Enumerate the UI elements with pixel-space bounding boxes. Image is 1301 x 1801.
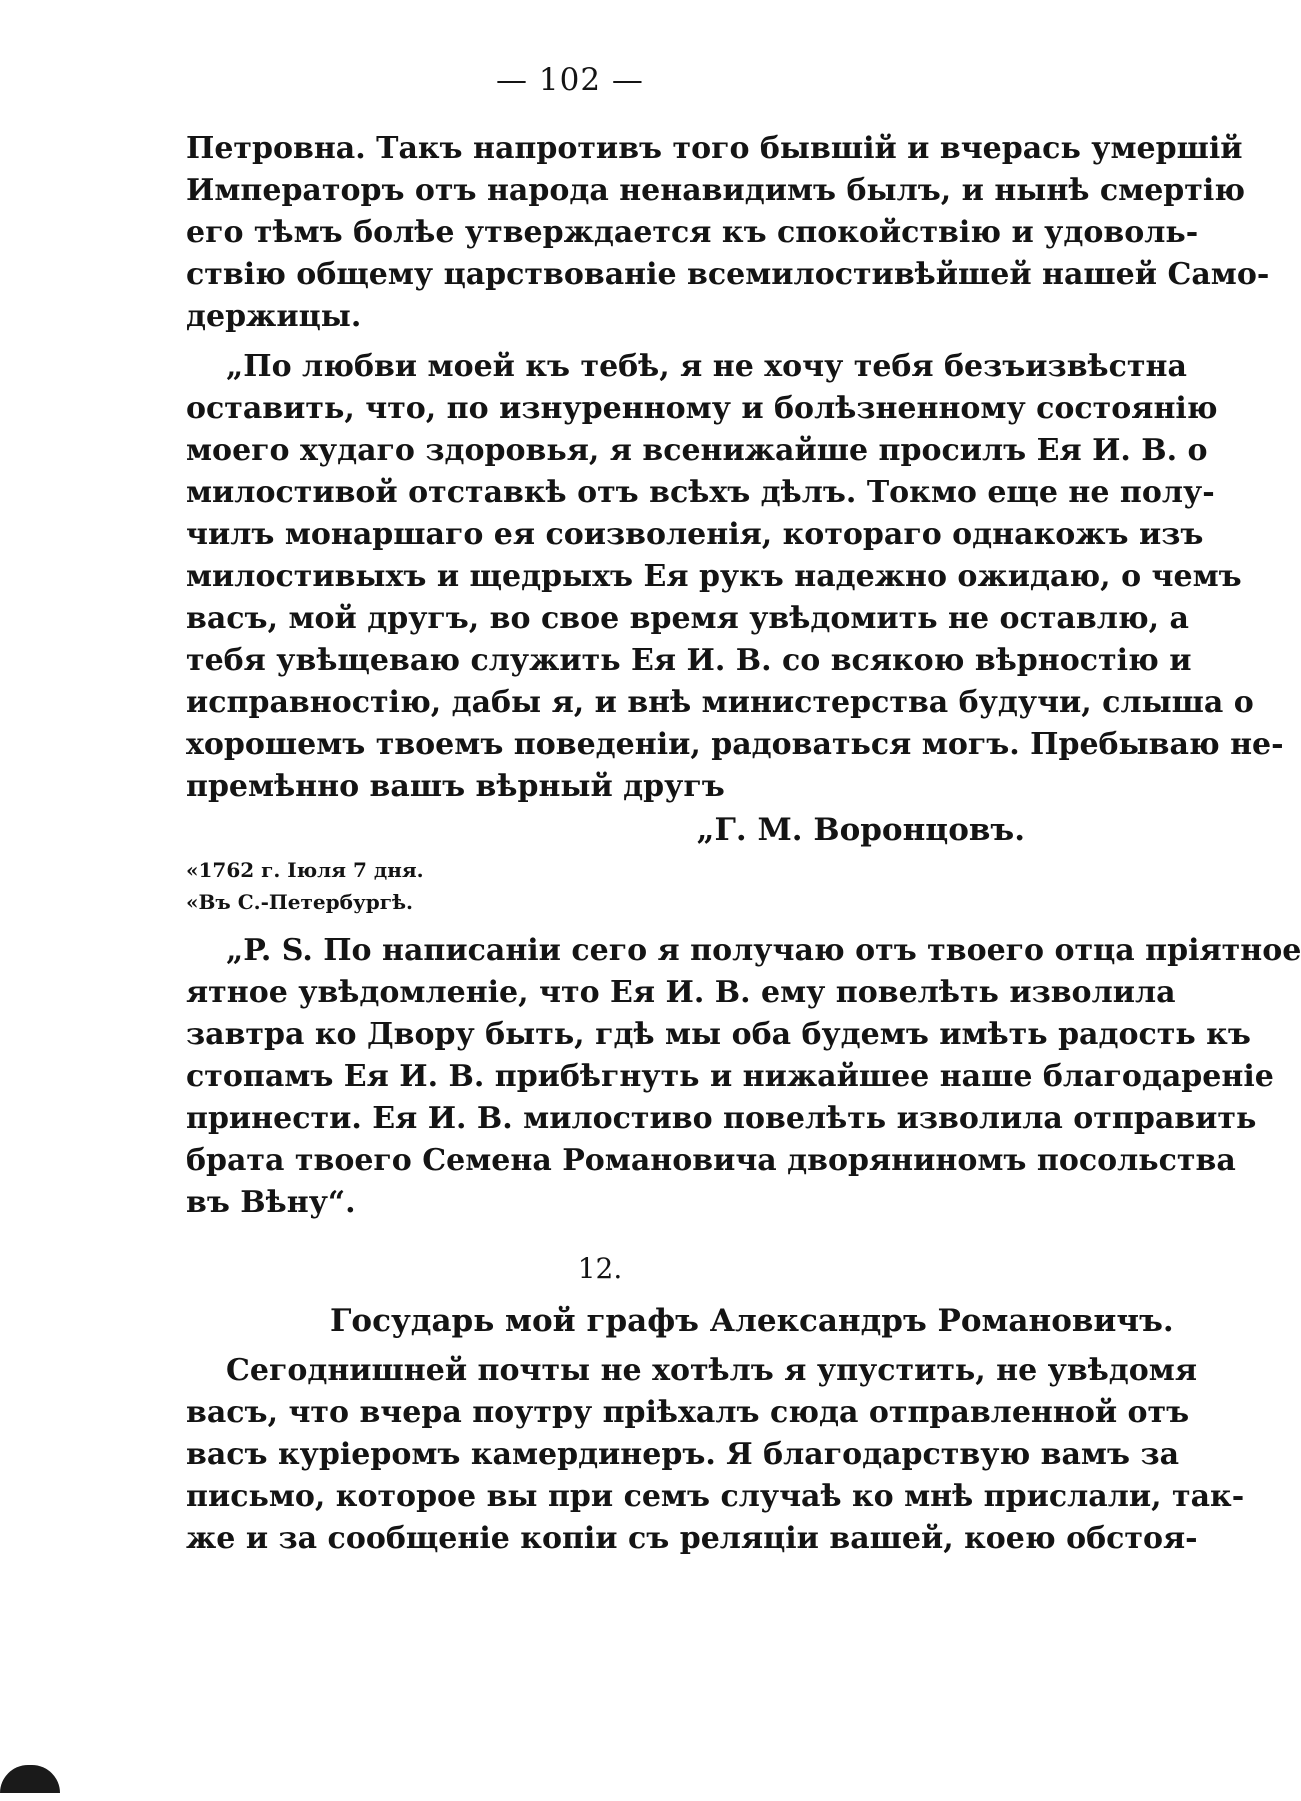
scan-corner-mark bbox=[0, 1765, 60, 1793]
paragraph-4 bbox=[186, 1350, 1245, 1560]
text-line: держицы. bbox=[186, 299, 362, 334]
text-line: Петровна. Такъ напротивъ того бывшій и вчерась умершій bbox=[186, 131, 1243, 166]
date-line: «1762 г. Іюля 7 дня. bbox=[186, 858, 424, 882]
place-line: «Въ С.-Петербургѣ. bbox=[186, 890, 414, 914]
text-line: завтра ко Двору быть, гдѣ мы оба будемъ имѣть радость къ bbox=[186, 1017, 1251, 1052]
text-line: ствію общему царствованіе всемилостивѣйшей нашей Само- bbox=[186, 257, 1270, 292]
paragraph-2 bbox=[186, 346, 1284, 808]
text-line: васъ куріеромъ камердинеръ. Я благодарствую вамъ за bbox=[186, 1437, 1180, 1472]
text-line: Императоръ отъ народа ненавидимъ былъ, и нынѣ смертію bbox=[186, 173, 1246, 208]
text-line: „По любви моей къ тебѣ, я не хочу тебя безъизвѣстна bbox=[226, 349, 1187, 384]
text-line: милостивыхъ и щедрыхъ Ея рукъ надежно ожидаю, о чемъ bbox=[186, 559, 1242, 594]
text-line: оставить, что, по изнуренному и болѣзненному состоянію bbox=[186, 391, 1218, 426]
text-line: тебя увѣщеваю служить Ея И. В. со всякою вѣрностію и bbox=[186, 643, 1192, 678]
text-line: принести. Ея И. В. милостиво повелѣть изволила отправить bbox=[186, 1101, 1257, 1136]
text-line: ятное увѣдомленіе, что Ея И. В. ему повелѣть изволила bbox=[186, 975, 1176, 1010]
letter-date bbox=[186, 854, 424, 918]
paragraph-1 bbox=[186, 128, 1270, 338]
letter-salutation-heading: Государь мой графъ Александръ Романовичъ. bbox=[330, 1303, 1174, 1339]
text-line: брата твоего Семена Романовича дворяниномъ посольства bbox=[186, 1143, 1236, 1178]
text-line: письмо, которое вы при семъ случаѣ ко мнѣ прислали, так- bbox=[186, 1479, 1245, 1514]
text-line: „P. S. По написаніи сего я получаю отъ твоего отца пріятное bbox=[226, 933, 1301, 968]
text-line: его тѣмъ болѣе утверждается къ спокойствію и удоволь- bbox=[186, 215, 1199, 250]
text-line: васъ, что вчера поутру пріѣхалъ сюда отправленной отъ bbox=[186, 1395, 1190, 1430]
text-line: моего худаго здоровья, я всенижайше просилъ Ея И. В. о bbox=[186, 433, 1208, 468]
page-number: — 102 — bbox=[496, 62, 644, 98]
text-line: же и за сообщеніе копіи съ реляціи вашей, коею обстоя- bbox=[186, 1521, 1198, 1556]
text-line: исправностію, дабы я, и внѣ министерства будучи, слыша о bbox=[186, 685, 1254, 720]
text-line: милостивой отставкѣ отъ всѣхъ дѣлъ. Токмо еще не полу- bbox=[186, 475, 1215, 510]
postscript-paragraph bbox=[186, 930, 1301, 1224]
text-line: Сегоднишней почты не хотѣлъ я упустить, не увѣдомя bbox=[226, 1353, 1198, 1388]
letter-signature: „Г. М. Воронцовъ. bbox=[696, 812, 1025, 848]
text-line: стопамъ Ея И. В. прибѣгнуть и нижайшее наше благодареніе bbox=[186, 1059, 1274, 1094]
text-line: васъ, мой другъ, во свое время увѣдомить не оставлю, а bbox=[186, 601, 1189, 636]
text-line: чилъ монаршаго ея соизволенія, котораго однакожъ изъ bbox=[186, 517, 1204, 552]
text-line: хорошемъ твоемъ поведеніи, радоваться могъ. Пребываю не- bbox=[186, 727, 1284, 762]
text-line: въ Вѣну“. bbox=[186, 1185, 356, 1220]
section-number: 12. bbox=[577, 1252, 623, 1285]
text-line: премѣнно вашъ вѣрный другъ bbox=[186, 769, 725, 804]
